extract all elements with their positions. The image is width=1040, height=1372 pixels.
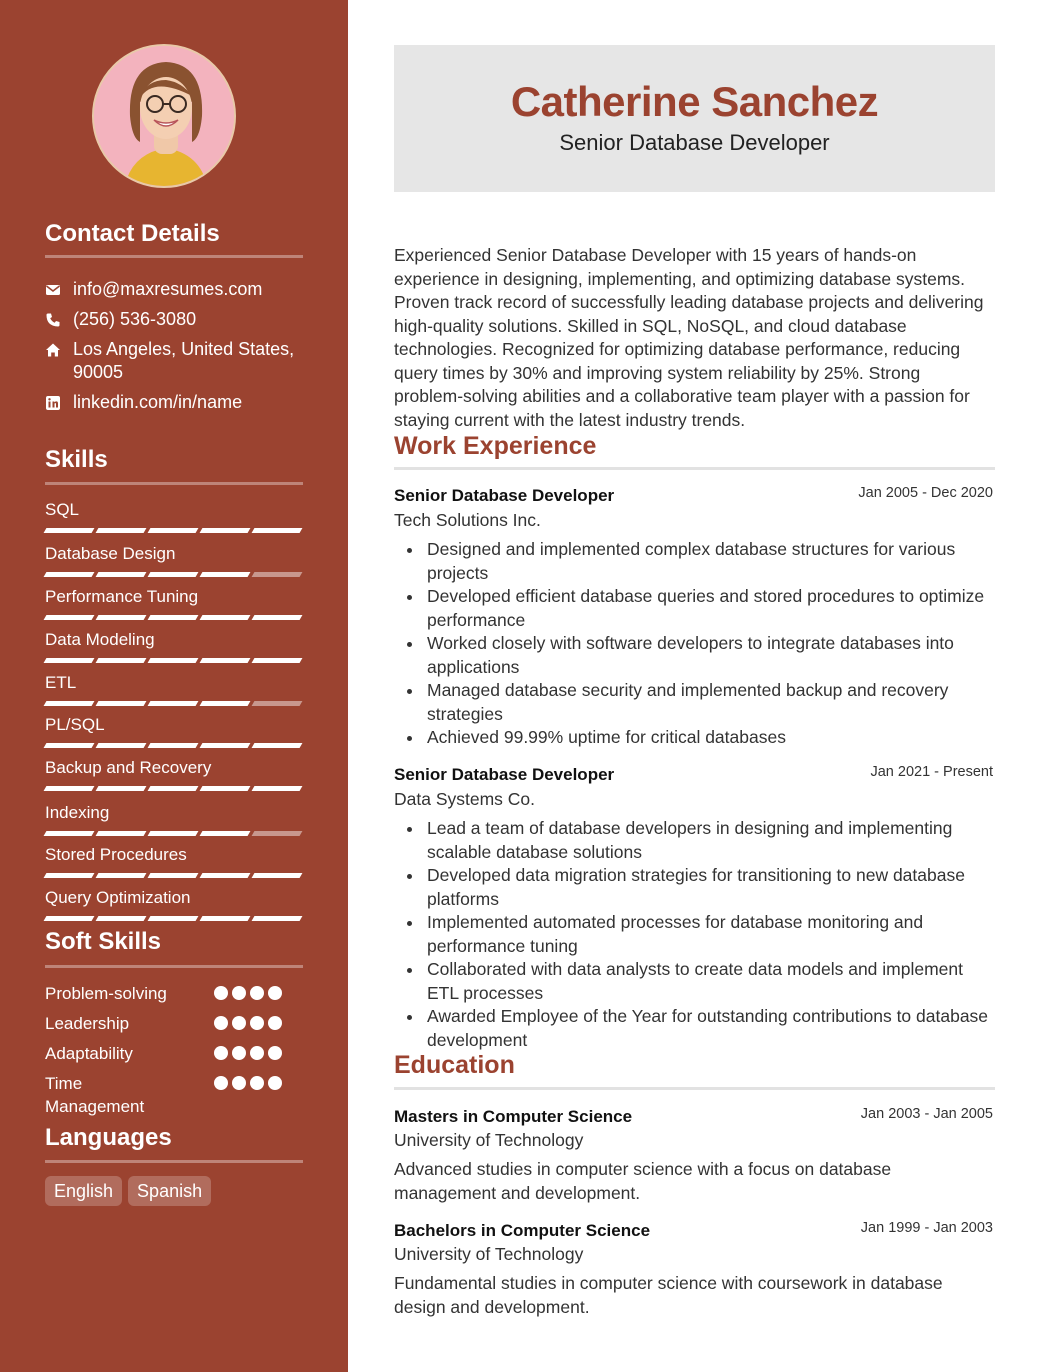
skill-level-segment (252, 873, 303, 878)
skill-level-segment (252, 572, 303, 577)
language-tag: English (45, 1176, 122, 1206)
skill-level-segment (96, 873, 147, 878)
skill-level-bar (45, 786, 301, 791)
soft-skill-name: Adaptability (45, 1044, 133, 1063)
soft-skills-heading: Soft Skills (45, 928, 162, 955)
soft-skills-divider (45, 965, 303, 968)
skill-item (45, 715, 303, 735)
skill-level-segment (148, 572, 199, 577)
mail-icon (45, 278, 73, 301)
soft-skill-dot (250, 1046, 264, 1060)
soft-skill-dot (232, 1076, 246, 1090)
home-icon (45, 338, 73, 361)
degree-school: University of Technology (394, 1130, 584, 1150)
soft-skill-dot (214, 1046, 228, 1060)
job-bullet: Managed database security and implemented backup and recovery strategies (394, 679, 994, 726)
skill-level-bar (45, 658, 301, 663)
skill-name: Indexing (45, 803, 110, 822)
skill-level-bar (45, 615, 301, 620)
soft-skill-dot (214, 1016, 228, 1030)
skill-level-segment (148, 743, 199, 748)
skill-level-segment (96, 831, 147, 836)
skill-level-segment (252, 786, 303, 791)
skills-heading: Skills (45, 446, 108, 473)
skill-level-segment (200, 873, 251, 878)
job-bullet: Lead a team of database developers in designing and implementing scalable database solutions (394, 817, 994, 864)
job-bullets (394, 817, 994, 1052)
soft-skill-name: Time Management (45, 1074, 145, 1116)
soft-skill-dot (250, 1016, 264, 1030)
contact-linkedin[interactable] (45, 391, 305, 414)
soft-skill-dot (250, 986, 264, 1000)
candidate-name: Catherine Sanchez (510, 78, 879, 125)
skill-level-segment (252, 831, 303, 836)
skill-level-segment (44, 831, 95, 836)
skill-level-segment (148, 786, 199, 791)
degree-description: Advanced studies in computer science with a focus on database management and development. (394, 1159, 892, 1203)
linkedin-icon (45, 391, 73, 414)
job-company: Tech Solutions Inc. (394, 510, 541, 530)
phone-icon (45, 308, 73, 331)
skill-name: SQL (45, 500, 80, 519)
skill-level-segment (44, 658, 95, 663)
skill-level-segment (96, 572, 147, 577)
skill-level-segment (44, 743, 95, 748)
skill-name: Query Optimization (45, 888, 191, 907)
soft-skill-dot (214, 1076, 228, 1090)
job-company: Data Systems Co. (394, 789, 536, 809)
contact-email[interactable] (45, 278, 305, 301)
job-title: Senior Database Developer (394, 765, 615, 784)
contact-address-text: Los Angeles, United States, 90005 (73, 339, 295, 382)
degree-description: Fundamental studies in computer science with coursework in database design and development. (394, 1273, 943, 1317)
skill-item (45, 500, 303, 520)
skill-level-bar (45, 701, 301, 706)
skill-item (45, 630, 303, 650)
degree-title: Masters in Computer Science (394, 1107, 633, 1126)
skills-divider (45, 482, 303, 485)
degree-dates: Jan 1999 - Jan 2003 (860, 1220, 993, 1236)
skill-level-bar (45, 873, 301, 878)
soft-skill-dot (250, 1076, 264, 1090)
skill-level-segment (96, 743, 147, 748)
skill-level-segment (44, 916, 95, 921)
skill-level-segment (148, 615, 199, 620)
language-tag: Spanish (128, 1176, 211, 1206)
job-dates: Jan 2005 - Dec 2020 (858, 485, 993, 501)
contact-heading: Contact Details (45, 220, 220, 247)
languages-divider (45, 1160, 303, 1163)
skill-name: Database Design (45, 544, 176, 563)
skill-name: PL/SQL (45, 715, 105, 734)
soft-skill-dot (268, 1016, 282, 1030)
job-bullet: Developed data migration strategies for transitioning to new database platforms (394, 864, 994, 911)
skill-level-segment (148, 658, 199, 663)
job-bullets (394, 538, 994, 750)
degree-title: Bachelors in Computer Science (394, 1221, 651, 1240)
job-bullet: Achieved 99.99% uptime for critical databases (394, 726, 994, 750)
skill-item (45, 803, 303, 823)
soft-skill-dots (214, 986, 282, 1000)
soft-skill-dot (232, 986, 246, 1000)
job-title: Senior Database Developer (394, 486, 615, 505)
skill-level-segment (148, 528, 199, 533)
skill-level-segment (148, 831, 199, 836)
skill-level-bar (45, 528, 301, 533)
degree-dates: Jan 2003 - Jan 2005 (860, 1106, 993, 1122)
skill-level-segment (252, 528, 303, 533)
skill-level-segment (200, 701, 251, 706)
skill-level-bar (45, 572, 301, 577)
job-dates: Jan 2021 - Present (870, 764, 993, 780)
soft-skill-dot (232, 1046, 246, 1060)
education-divider (394, 1087, 995, 1090)
skill-level-segment (96, 701, 147, 706)
skill-item (45, 845, 303, 865)
job-bullet: Implemented automated processes for database monitoring and performance tuning (394, 911, 994, 958)
job-bullet: Awarded Employee of the Year for outstanding contributions to database development (394, 1005, 994, 1052)
skill-level-segment (200, 916, 251, 921)
avatar-photo (94, 46, 236, 188)
skill-level-segment (200, 615, 251, 620)
skill-level-segment (252, 701, 303, 706)
work-heading: Work Experience (394, 432, 597, 460)
skill-item (45, 673, 303, 693)
skill-item (45, 544, 303, 564)
contact-email-text: info@maxresumes.com (73, 279, 263, 299)
contact-phone-text: (256) 536-3080 (73, 309, 197, 329)
skill-name: ETL (45, 673, 77, 692)
skill-level-segment (148, 701, 199, 706)
skill-name: Performance Tuning (45, 587, 199, 606)
skill-level-segment (96, 615, 147, 620)
name-header (394, 45, 995, 192)
skill-level-segment (252, 615, 303, 620)
skill-level-segment (44, 786, 95, 791)
skill-level-segment (148, 873, 199, 878)
languages-heading: Languages (45, 1124, 172, 1151)
skill-level-segment (44, 615, 95, 620)
skill-item (45, 758, 303, 778)
soft-skill-dots (214, 1016, 282, 1030)
skill-level-bar (45, 743, 301, 748)
soft-skill-dot (268, 1046, 282, 1060)
education-heading: Education (394, 1051, 515, 1079)
skill-level-segment (252, 658, 303, 663)
skill-level-segment (44, 701, 95, 706)
skill-level-segment (200, 786, 251, 791)
skill-level-segment (96, 658, 147, 663)
skill-level-segment (44, 528, 95, 533)
contact-phone[interactable] (45, 308, 305, 331)
contact-linkedin-text: linkedin.com/in/name (73, 392, 243, 412)
avatar (92, 44, 236, 188)
soft-skill-dot (268, 1076, 282, 1090)
job-bullet: Designed and implemented complex database structures for various projects (394, 538, 994, 585)
soft-skill-dot (268, 986, 282, 1000)
skill-level-segment (200, 743, 251, 748)
skill-level-segment (96, 916, 147, 921)
skill-level-segment (44, 873, 95, 878)
skill-item (45, 587, 303, 607)
skill-level-segment (96, 786, 147, 791)
candidate-title: Senior Database Developer (559, 130, 830, 155)
soft-skill-dots (214, 1076, 282, 1090)
job-bullet: Collaborated with data analysts to create data models and implement ETL processes (394, 958, 994, 1005)
contact-divider (45, 255, 303, 258)
sidebar (0, 0, 348, 1372)
soft-skill-dot (214, 986, 228, 1000)
job-bullet: Worked closely with software developers to integrate databases into applications (394, 632, 994, 679)
soft-skill-name: Problem-solving (45, 984, 167, 1003)
contact-address (45, 338, 305, 384)
summary-text: Experienced Senior Database Developer with 15 years of hands-on experience in designing, implementing, and optimizing database systems. Proven track record of successfully leading database projects and delivering high-quality solutions. Skilled in SQL, NoSQL, and cloud database technologies. Recognized for optimizing database performance, reducing query times by 30% and improving system reliability by 25%. Strong problem-solving abilities and a collaborative team player with a passion for staying current with the latest industry trends. (394, 245, 984, 430)
skill-level-bar (45, 916, 301, 921)
work-divider (394, 467, 995, 470)
skill-level-segment (200, 831, 251, 836)
skill-level-segment (148, 916, 199, 921)
skill-level-segment (252, 916, 303, 921)
skill-level-segment (44, 572, 95, 577)
soft-skill-dots (214, 1046, 282, 1060)
skill-level-segment (96, 528, 147, 533)
job-bullet: Developed efficient database queries and stored procedures to optimize performance (394, 585, 994, 632)
skill-name: Backup and Recovery (45, 758, 212, 777)
languages-list (45, 1176, 211, 1206)
skill-level-segment (200, 572, 251, 577)
skill-item (45, 888, 303, 908)
skill-name: Stored Procedures (45, 845, 187, 864)
skill-level-segment (200, 528, 251, 533)
skill-name: Data Modeling (45, 630, 155, 649)
soft-skill-dot (232, 1016, 246, 1030)
skill-level-segment (200, 658, 251, 663)
skill-level-segment (252, 743, 303, 748)
skill-level-bar (45, 831, 301, 836)
degree-school: University of Technology (394, 1244, 584, 1264)
soft-skill-name: Leadership (45, 1014, 130, 1033)
